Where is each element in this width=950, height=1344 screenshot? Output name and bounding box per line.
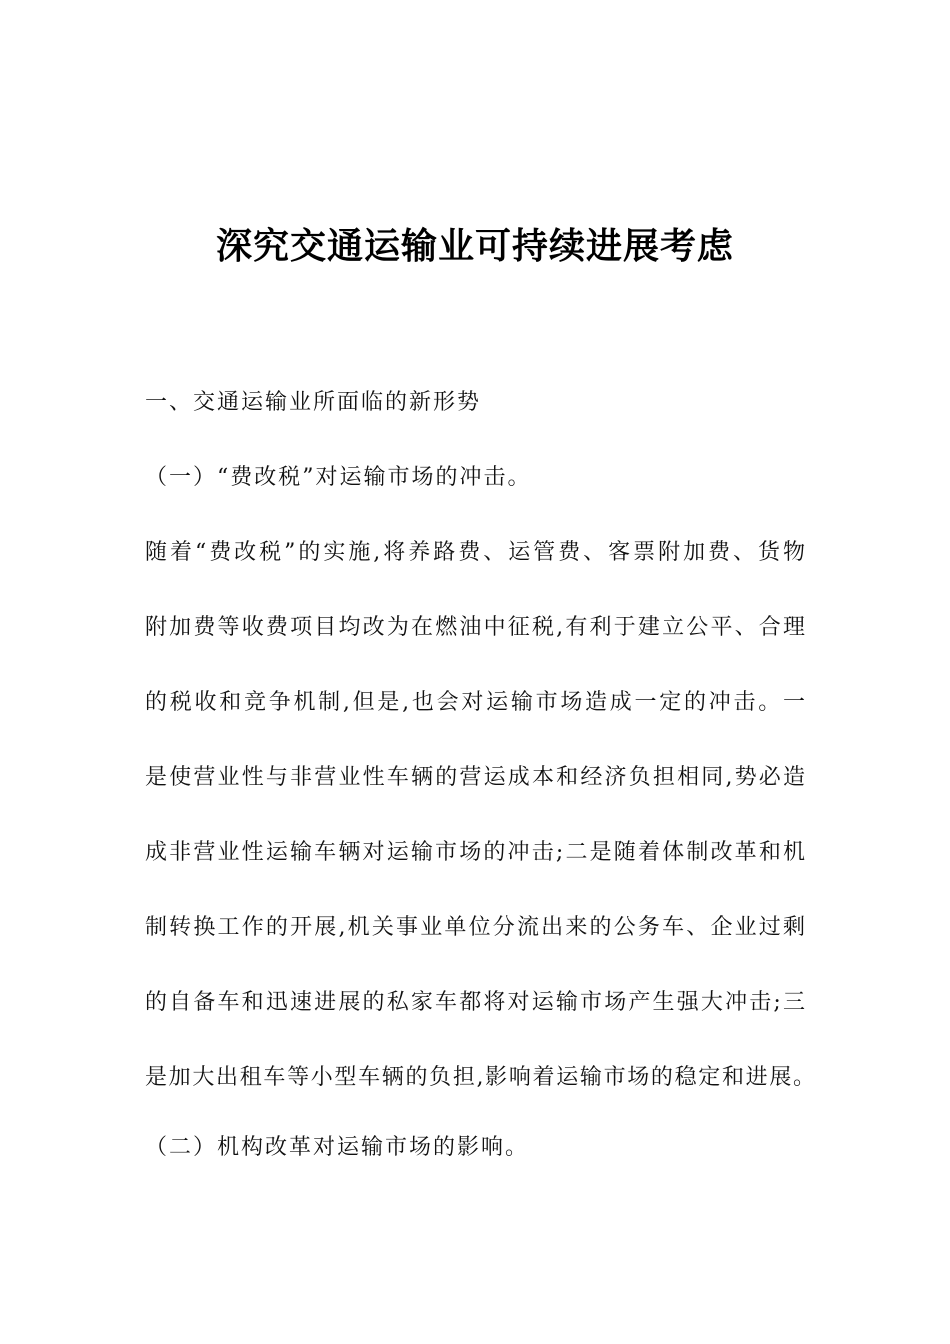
subheading-1: （一）“费改税”对运输市场的冲击。: [145, 465, 532, 490]
body-line-2: 附加费等收费项目均改为在燃油中征税,有利于建立公平、合理: [145, 615, 805, 640]
body-line-8: 是加大出租车等小型车辆的负担,影响着运输市场的稳定和进展。: [145, 1065, 815, 1090]
body-line-1: 随着“费改税”的实施,将养路费、运管费、客票附加费、货物: [145, 540, 805, 565]
document-title: 深究交通运输业可持续进展考虑: [215, 226, 734, 267]
body-line-3: 的税收和竞争机制,但是,也会对运输市场造成一定的冲击。一: [145, 690, 805, 715]
body-line-7: 的自备车和迅速进展的私家车都将对运输市场产生强大冲击;三: [145, 990, 805, 1015]
subheading-2: （二）机构改革对运输市场的影响。: [145, 1135, 530, 1160]
body-line-6: 制转换工作的开展,机关事业单位分流出来的公务车、企业过剩: [145, 915, 805, 940]
section-heading: 一、交通运输业所面临的新形势: [145, 390, 482, 415]
body-line-4: 是使营业性与非营业性车辆的营运成本和经济负担相同,势必造: [145, 765, 805, 790]
body-line-5: 成非营业性运输车辆对运输市场的冲击;二是随着体制改革和机: [145, 840, 805, 865]
